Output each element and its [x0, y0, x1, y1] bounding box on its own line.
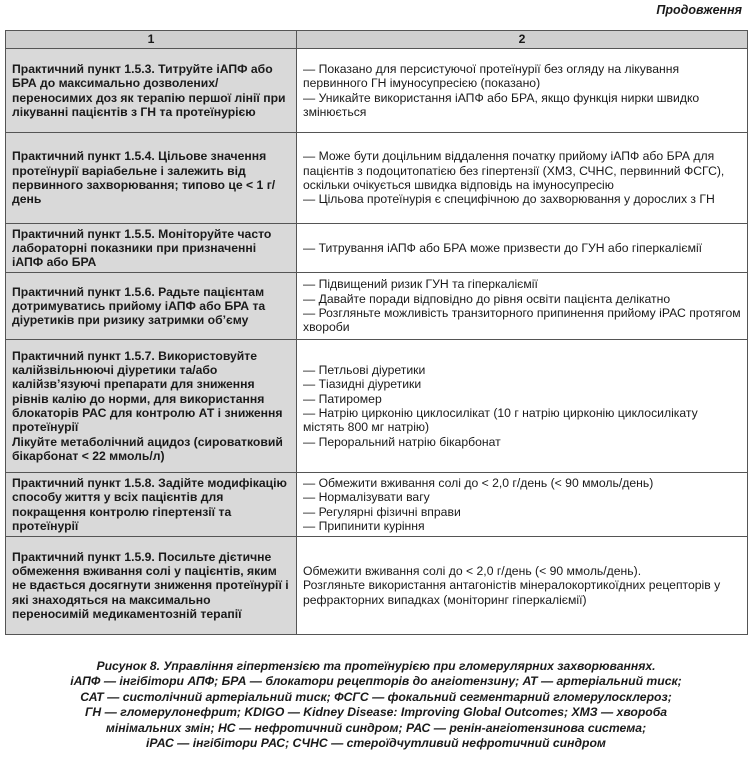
- comment-item: — Пероральний натрію бікарбонат: [303, 434, 501, 449]
- comment-cell: [297, 473, 748, 537]
- comment-cell: [297, 273, 748, 340]
- comment-item: — Регулярні фізичні вправи: [303, 504, 461, 519]
- comment-item: — Патиромер: [303, 391, 382, 406]
- caption-abbrev-line: ГН — гломерулонефрит; KDIGO — Kidney Disease: Improving Global Outcomes; ХМЗ — хвороба: [84, 705, 668, 720]
- practice-point-text: Лікуйте метаболічний ацидоз (сироватковий бікарбонат < 22 ммоль/л): [12, 434, 283, 463]
- practice-point-cell: [6, 273, 297, 340]
- comment-item: — Підвищений ризик ГУН та гіперкаліємії: [303, 277, 538, 292]
- table-row: [6, 273, 748, 340]
- table-row: [6, 133, 748, 224]
- table-row: [6, 537, 748, 635]
- practice-point-text: Практичний пункт 1.5.9. Посильте дієтичне обмеження вживання солі у пацієнтів, яким не вдається досягнути зниження протеїнурії і які знаходяться на максимально переносимій медикаментозній терапії: [12, 549, 289, 621]
- practice-point-cell: [6, 473, 297, 537]
- comment-item: Обмежити вживання солі до < 2,0 г/день (< 90 ммоль/день).: [303, 564, 642, 579]
- comment-item: — Цільова протеїнурія є специфічною до захворювання у дорослих з ГН: [303, 192, 715, 207]
- comment-item: — Обмежити вживання солі до < 2,0 г/день (< 90 ммоль/день): [303, 475, 654, 490]
- caption-abbrev-line: іАПФ — інгібітори АПФ; БРА — блокатори рецепторів до ангіотензину; АТ — артеріальний тиск;: [70, 674, 682, 689]
- table-row: [6, 340, 748, 473]
- comment-cell: [297, 340, 748, 473]
- caption-abbrev-line: САТ — систолічний артеріальний тиск; ФСГС — фокальний сегментарний гломерулосклероз;: [80, 689, 672, 704]
- practice-point-text: Практичний пункт 1.5.5. Моніторуйте часто лабораторні показники при призначенні іАПФ або БРА: [12, 226, 272, 270]
- column-header-1: 1: [6, 31, 297, 49]
- comment-item: — Може бути доцільним віддалення початку прийому іАПФ або БРА для пацієнтів з подоцитопатією без гіпертензії (ХМЗ, СЧНС, первинний ФСГС), оскільки очікується швидка відповідь на імуносупресію: [303, 149, 725, 192]
- caption-title: Рисунок 8. Управління гіпертензією та протеїнурією при гломерулярних захворюваннях.: [96, 659, 656, 673]
- caption-abbrev-line: іРАС — інгібітори РАС; СЧНС — стероїдчутливий нефротичний синдром: [146, 736, 606, 751]
- comment-item: — Натрію цирконію циклосилікат (10 г натрію цирконію циклосилікату містять 800 мг натрію): [303, 406, 698, 435]
- comment-item: — Титрування іАПФ або БРА може призвести до ГУН або гіперкаліємії: [303, 240, 703, 255]
- column-header-2: 2: [297, 31, 748, 49]
- table-row: [6, 473, 748, 537]
- practice-point-text: Практичний пункт 1.5.4. Цільове значення протеїнурії варіабельне і залежить від первинного захворювання; типово це < 1 г/день: [12, 149, 276, 207]
- practice-point-cell: [6, 133, 297, 224]
- comment-item: — Нормалізувати вагу: [303, 490, 430, 505]
- table-header-row: [6, 31, 748, 49]
- practice-point-text: Практичний пункт 1.5.3. Титруйте іАПФ або БРА до максимально дозволених/переносимих доз як терапію першої лінії при лікуванні пацієнтів з ГН та протеїнурією: [12, 61, 286, 119]
- caption-abbrev-line: мінімальних змін; НС — нефротичний синдром; РАС — ренін-ангіотензинова система;: [105, 720, 647, 735]
- practice-point-text: Практичний пункт 1.5.8. Задійте модифікацію способу життя у всіх пацієнтів для покращення контролю гіпертензії та протеїнурії: [12, 475, 287, 533]
- table-row: [6, 49, 748, 133]
- comment-cell: [297, 49, 748, 133]
- table-body: [6, 49, 748, 635]
- comment-cell: [297, 224, 748, 273]
- comment-cell: [297, 133, 748, 224]
- comment-item: — Давайте поради відповідно до рівня освіти пацієнта делікатно: [303, 291, 671, 306]
- practice-point-cell: [6, 224, 297, 273]
- table-row: [6, 224, 748, 273]
- comment-item: Розгляньте використання антагоністів мінералокортикоїдних рецепторів у рефракторних випадках (моніторинг гіперкаліємії): [303, 578, 721, 607]
- comment-item: — Петльові діуретики: [303, 363, 426, 378]
- practice-point-cell: [6, 340, 297, 473]
- practice-point-cell: [6, 49, 297, 133]
- comment-item: — Припинити куріння: [303, 518, 425, 533]
- continuation-label: Продовження: [656, 3, 742, 17]
- comment-item: — Показано для персистуючої протеїнурії без огляду на лікування первинного ГН імуносупресією (показано): [303, 61, 680, 91]
- practice-point-cell: [6, 537, 297, 635]
- comment-item: — Тіазидні діуретики: [303, 377, 422, 392]
- figure-caption: [5, 659, 747, 751]
- recommendations-table: [5, 30, 748, 635]
- comment-cell: [297, 537, 748, 635]
- practice-point-text: Практичний пункт 1.5.7. Використовуйте калійзвільнюючі діуретики та/або калійзв’язуючі препарати для зниження рівнів калію до норми, для використання блокаторів РАС для контролю АТ і зниження протеїнурії: [12, 348, 283, 435]
- practice-point-text: Практичний пункт 1.5.6. Радьте пацієнтам дотримуватись прийому іАПФ або БРА та діуретиків при ризику затримки об’єму: [12, 284, 266, 328]
- comment-item: — Розгляньте можливість транзиторного припинення прийому іРАС протягом хвороби: [303, 306, 741, 335]
- comment-item: — Уникайте використання іАПФ або БРА, якщо функція нирки швидко змінюється: [303, 90, 700, 119]
